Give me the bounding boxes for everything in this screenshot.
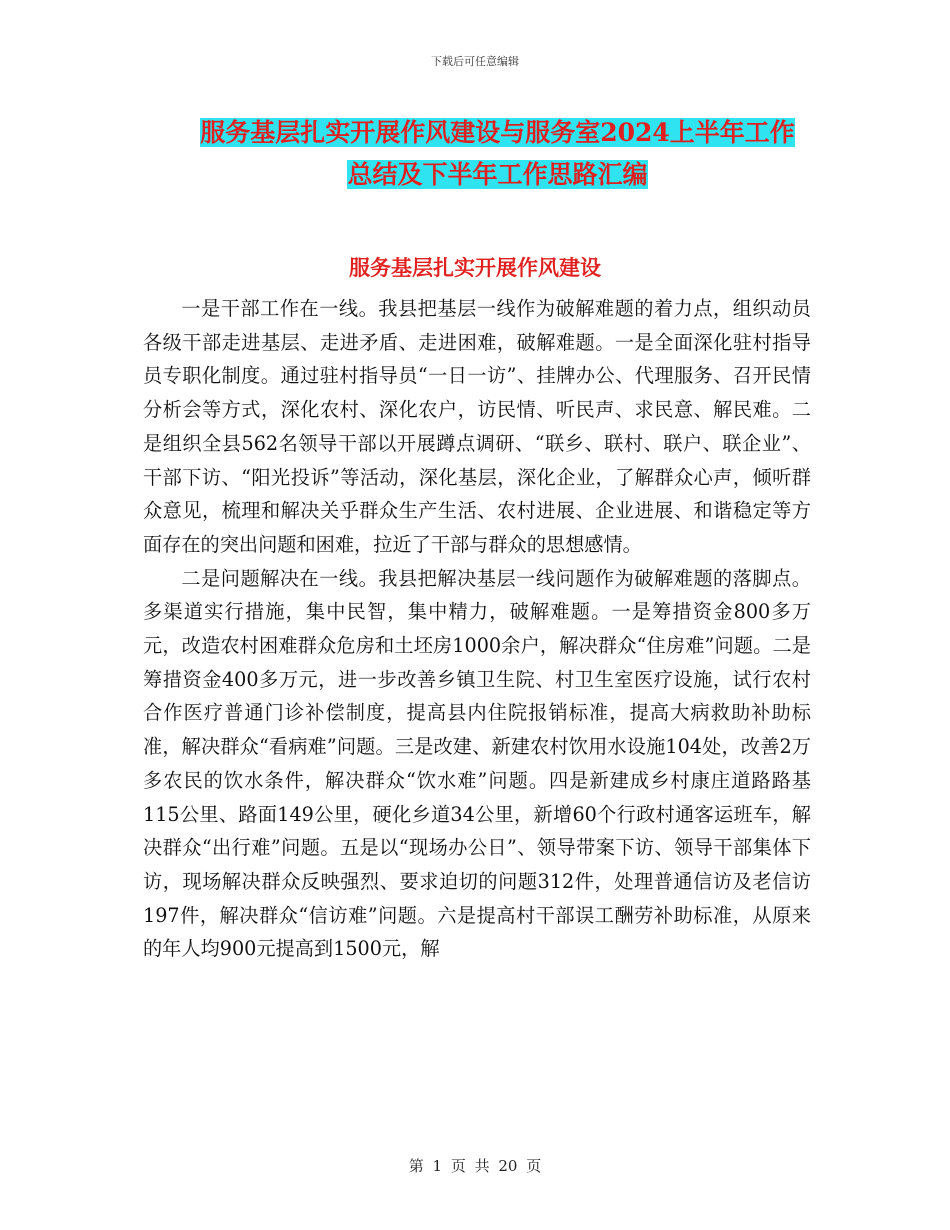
document-title [145,112,850,196]
document-title-line-1: 服务基层扎实开展作风建设与服务室2024上半年工作 [200,118,795,147]
document-body [143,292,811,966]
page-number: 第 1 页 共 20 页 [408,1157,542,1175]
document-title-line-2: 总结及下半年工作思路汇编 [347,160,648,189]
paragraph-1: 一是干部工作在一线。我县把基层一线作为破解难题的着力点，组织动员各级干部走进基层、走进矛盾、走进困难，破解难题。一是全面深化驻村指导员专职化制度。通过驻村指导员“一日一访”、挂牌办公、代理服务、召开民情分析会等方式，深化农村、深化农户，访民情、听民声、求民意、解民难。二是组织全县562名领导干部以开展蹲点调研、“联乡、联村、联户、联企业”、干部下访、“阳光投诉”等活动，深化基层，深化企业，了解群众心声，倾听群众意见，梳理和解决关乎群众生产生活、农村进展、企业进展、和谐稳定等方面存在的突出问题和困难，拉近了干部与群众的思想感情。 [143,297,811,556]
paragraph-2: 二是问题解决在一线。我县把解决基层一线问题作为破解难题的落脚点。多渠道实行措施，集中民智，集中精力，破解难题。一是筹措资金800多万元，改造农村困难群众危房和土坯房1000余户，解决群众“住房难”问题。二是筹措资金400多万元，进一步改善乡镇卫生院、村卫生室医疗设施，试行农村合作医疗普通门诊补偿制度，提高县内住院报销标准，提高大病救助补助标准，解决群众“看病难”问题。三是改建、新建农村饮用水设施104处，改善2万多农民的饮水条件，解决群众“饮水难”问题。四是新建成乡村康庄道路路基115公里、路面149公里，硬化乡道34公里，新增60个行政村通客运班车，解决群众“出行难”问题。五是以“现场办公日”、领导带案下访、领导干部集体下访，现场解决群众反映强烈、要求迫切的问题312件，处理普通信访及老信访197件，解决群众“信访难”问题。六是提高村干部误工酬劳补助标准，从原来的年人均900元提高到1500元，解 [143,566,811,961]
page-header-note: 下载后可任意编辑 [431,55,519,68]
section-title: 服务基层扎实开展作风建设 [349,255,601,280]
